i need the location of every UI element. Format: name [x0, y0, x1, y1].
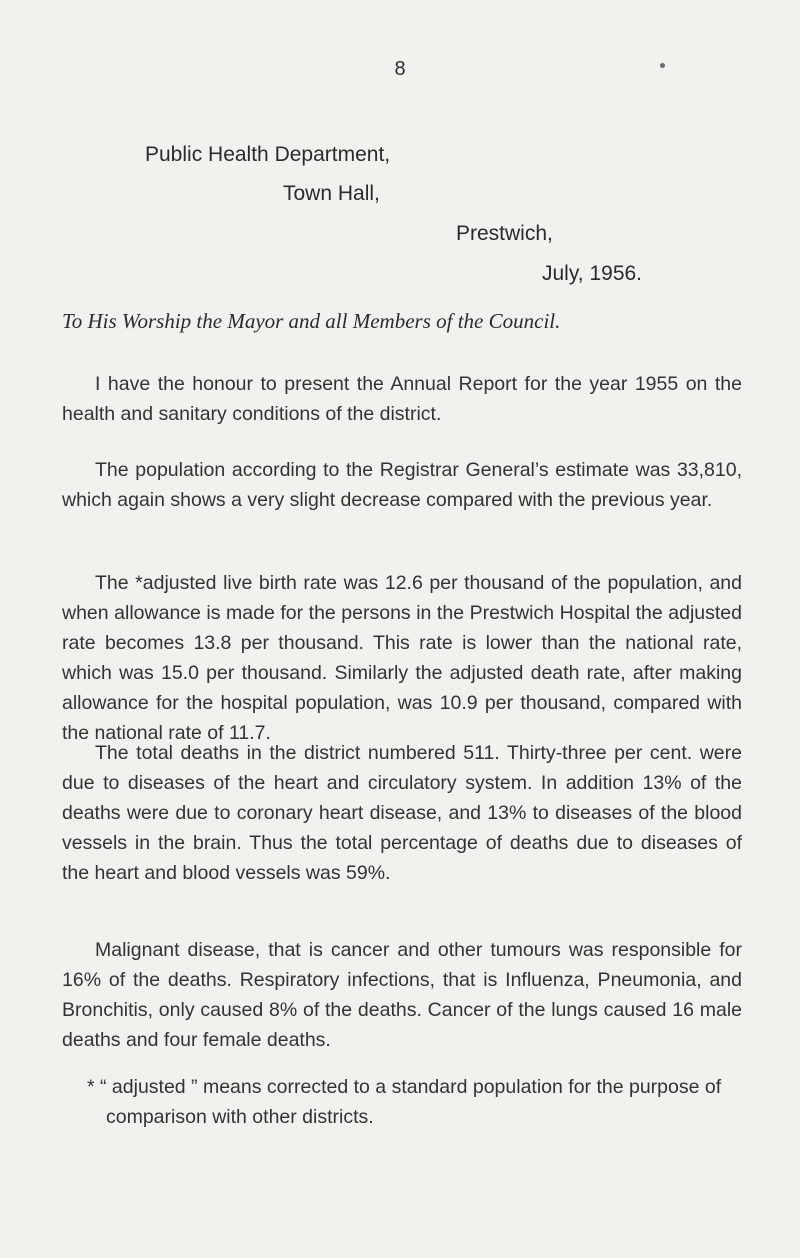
salutation: To His Worship the Mayor and all Members of the Council. — [62, 309, 561, 333]
address-town: Prestwich, — [456, 222, 553, 245]
paragraph-introduction: I have the honour to present the Annual Report for the year 1955 on the health and sanitary conditions of the district. — [62, 373, 742, 425]
page-number: 8 — [394, 58, 406, 80]
paragraph-population: The population according to the Registrar General’s estimate was 33,810, which again shows a very slight decrease compared with the previous year. — [62, 459, 742, 511]
paragraph-total-deaths: The total deaths in the district numbered 511. Thirty-three per cent. were due to diseases of the heart and circulatory system. In addition 13% of the deaths were due to coronary heart disease, and 13% to diseases of the blood vessels in the brain. Thus the total percentage of deaths due to diseases of the heart and blood vessels was 59%. — [62, 742, 742, 884]
address-date: July, 1956. — [542, 262, 643, 285]
address-building: Town Hall, — [283, 182, 380, 205]
paragraph-birth-death-rates: The *adjusted live birth rate was 12.6 per thousand of the population, and when allowance is made for the persons in the Prestwich Hospital the adjusted rate becomes 13.8 per thousand. This rate is lower than the national rate, which was 15.0 per thousand. Similarly the adjusted death rate, after making allowance for the hospital population, was 10.9 per thousand, compared with the national rate of 11.7. — [62, 572, 742, 744]
paragraph-malignant-disease: Malignant disease, that is cancer and other tumours was responsible for 16% of the deaths. Respiratory infections, that is Influenza, Pneumonia, and Bronchitis, only caused 8% of the deaths. Cancer of the lungs caused 16 male deaths and four female deaths. — [62, 939, 742, 1051]
address-department: Public Health Department, — [145, 143, 391, 166]
footnote-adjusted: * “ adjusted ” means corrected to a standard population for the purpose of comparison with other districts. — [87, 1076, 722, 1128]
